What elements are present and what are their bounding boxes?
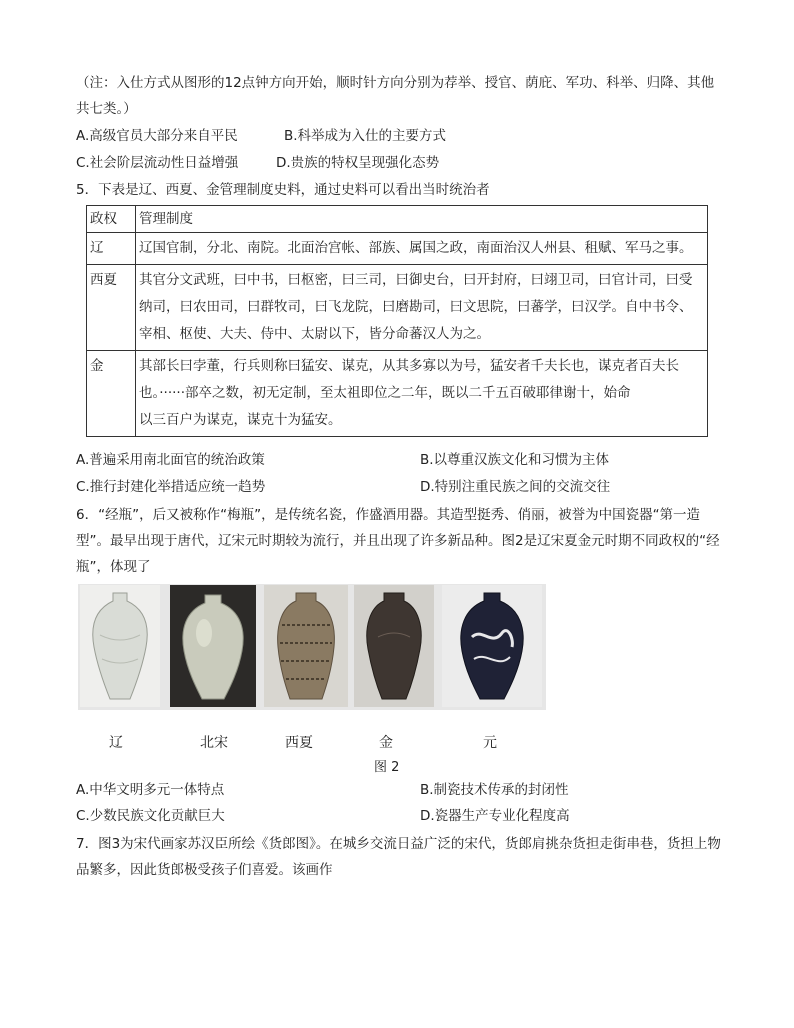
q7-stem-line2: 品繁多，因此货郎极受孩子们喜爱。该画作 xyxy=(76,862,333,878)
vase-yuan-image xyxy=(442,585,542,707)
q4-option-d[interactable]: D.贵族的特权呈现强化态势 xyxy=(276,155,440,171)
table-header-system: 管理制度 xyxy=(136,206,708,233)
vase-label-yuan: 元 xyxy=(483,735,497,751)
system-cell xyxy=(136,233,708,265)
q4-note-line1: （注：入仕方式从图形的12点钟方向开始，顺时针方向分别为荐举、授官、荫庇、军功、科举、归降、其他 xyxy=(76,75,715,91)
vase-label-western-xia: 西夏 xyxy=(285,735,313,751)
vase-western-xia-image xyxy=(264,585,348,707)
vase-label-jin: 金 xyxy=(379,735,393,751)
q6-option-a[interactable]: A.中华文明多元一体特点 xyxy=(76,782,225,798)
system-text: 其官分文武班，曰中书，曰枢密，曰三司，曰御史台，曰开封府，曰翊卫司，曰官计司，曰受 xyxy=(139,272,693,288)
table-row-liao xyxy=(87,233,708,265)
q4-option-a[interactable]: A.高级官员大部分来自平民 xyxy=(76,128,238,144)
system-text: 也。······部卒之数，初无定制，至太祖即位之二年，既以二千五百破耶律谢十，始命 xyxy=(139,385,631,401)
system-cell xyxy=(136,265,708,351)
table-row-xixia xyxy=(87,265,708,351)
q5-stem: 5．下表是辽、西夏、金管理制度史料，通过史料可以看出当时统治者 xyxy=(76,182,490,198)
regime-cell: 金 xyxy=(87,351,136,437)
q6-option-b[interactable]: B.制瓷技术传承的封闭性 xyxy=(420,782,569,798)
q6-option-c[interactable]: C.少数民族文化贡献巨大 xyxy=(76,808,225,824)
vase-liao-image xyxy=(80,585,160,707)
q5-option-c[interactable]: C.推行封建化举措适应统一趋势 xyxy=(76,479,266,495)
table-header-row xyxy=(87,206,708,233)
q6-stem-line1: 6．“经瓶”，后又被称作“梅瓶”，是传统名瓷，作盛酒用器。其造型挺秀、俏丽，被誉为中国瓷器“第一造 xyxy=(76,507,701,523)
q7-stem-line1: 7．图3为宋代画家苏汉臣所绘《货郎图》。在城乡交流日益广泛的宋代，货郎肩挑杂货担走街串巷，货担上物 xyxy=(76,836,721,852)
q6-option-d[interactable]: D.瓷器生产专业化程度高 xyxy=(420,808,570,824)
system-cell xyxy=(136,351,708,437)
q5-option-a[interactable]: A.普遍采用南北面官的统治政策 xyxy=(76,452,265,468)
q4-option-b[interactable]: B.科举成为入仕的主要方式 xyxy=(284,128,447,144)
q6-stem-line2: 型”。最早出现于唐代，辽宋元时期较为流行，并且出现了许多新品种。图2是辽宋夏金元时期不同政权的“经 xyxy=(76,533,720,549)
regime-cell: 辽 xyxy=(87,233,136,265)
vase-label-northern-song: 北宋 xyxy=(200,735,228,751)
system-text: 宰相、枢使、大夫、侍中、太尉以下，皆分命蕃汉人为之。 xyxy=(139,326,490,342)
system-text: 以三百户为谋克，谋克十为猛安。 xyxy=(139,412,342,428)
regime-cell: 西夏 xyxy=(87,265,136,351)
q5-option-d[interactable]: D.特别注重民族之间的交流交往 xyxy=(420,479,611,495)
system-text: 纳司，曰农田司，曰群牧司，曰飞龙院，曰磨勘司，曰文思院，曰蕃学，曰汉学。自中书令、 xyxy=(139,299,693,315)
system-text: 辽国官制，分北、南院。北面治宫帐、部族、属国之政，南面治汉人州县、租赋、军马之事。 xyxy=(139,240,693,256)
figure-caption: 图 2 xyxy=(374,760,400,775)
table-row-jin xyxy=(87,351,708,437)
vase-northern-song-image xyxy=(170,585,256,707)
q5-history-table xyxy=(86,205,708,437)
q5-option-b[interactable]: B.以尊重汉族文化和习惯为主体 xyxy=(420,452,610,468)
system-text: 其部长曰孛董，行兵则称曰猛安、谋克，从其多寡以为号，猛安者千夫长也，谋克者百夫长 xyxy=(139,358,679,374)
vase-label-liao: 辽 xyxy=(109,735,123,751)
q6-stem-line3: 瓶”，体现了 xyxy=(76,559,151,575)
q4-option-c[interactable]: C.社会阶层流动性日益增强 xyxy=(76,155,239,171)
q4-note-line2: 共七类。） xyxy=(76,101,137,117)
table-header-regime: 政权 xyxy=(87,206,136,233)
vase-jin-image xyxy=(354,585,434,707)
